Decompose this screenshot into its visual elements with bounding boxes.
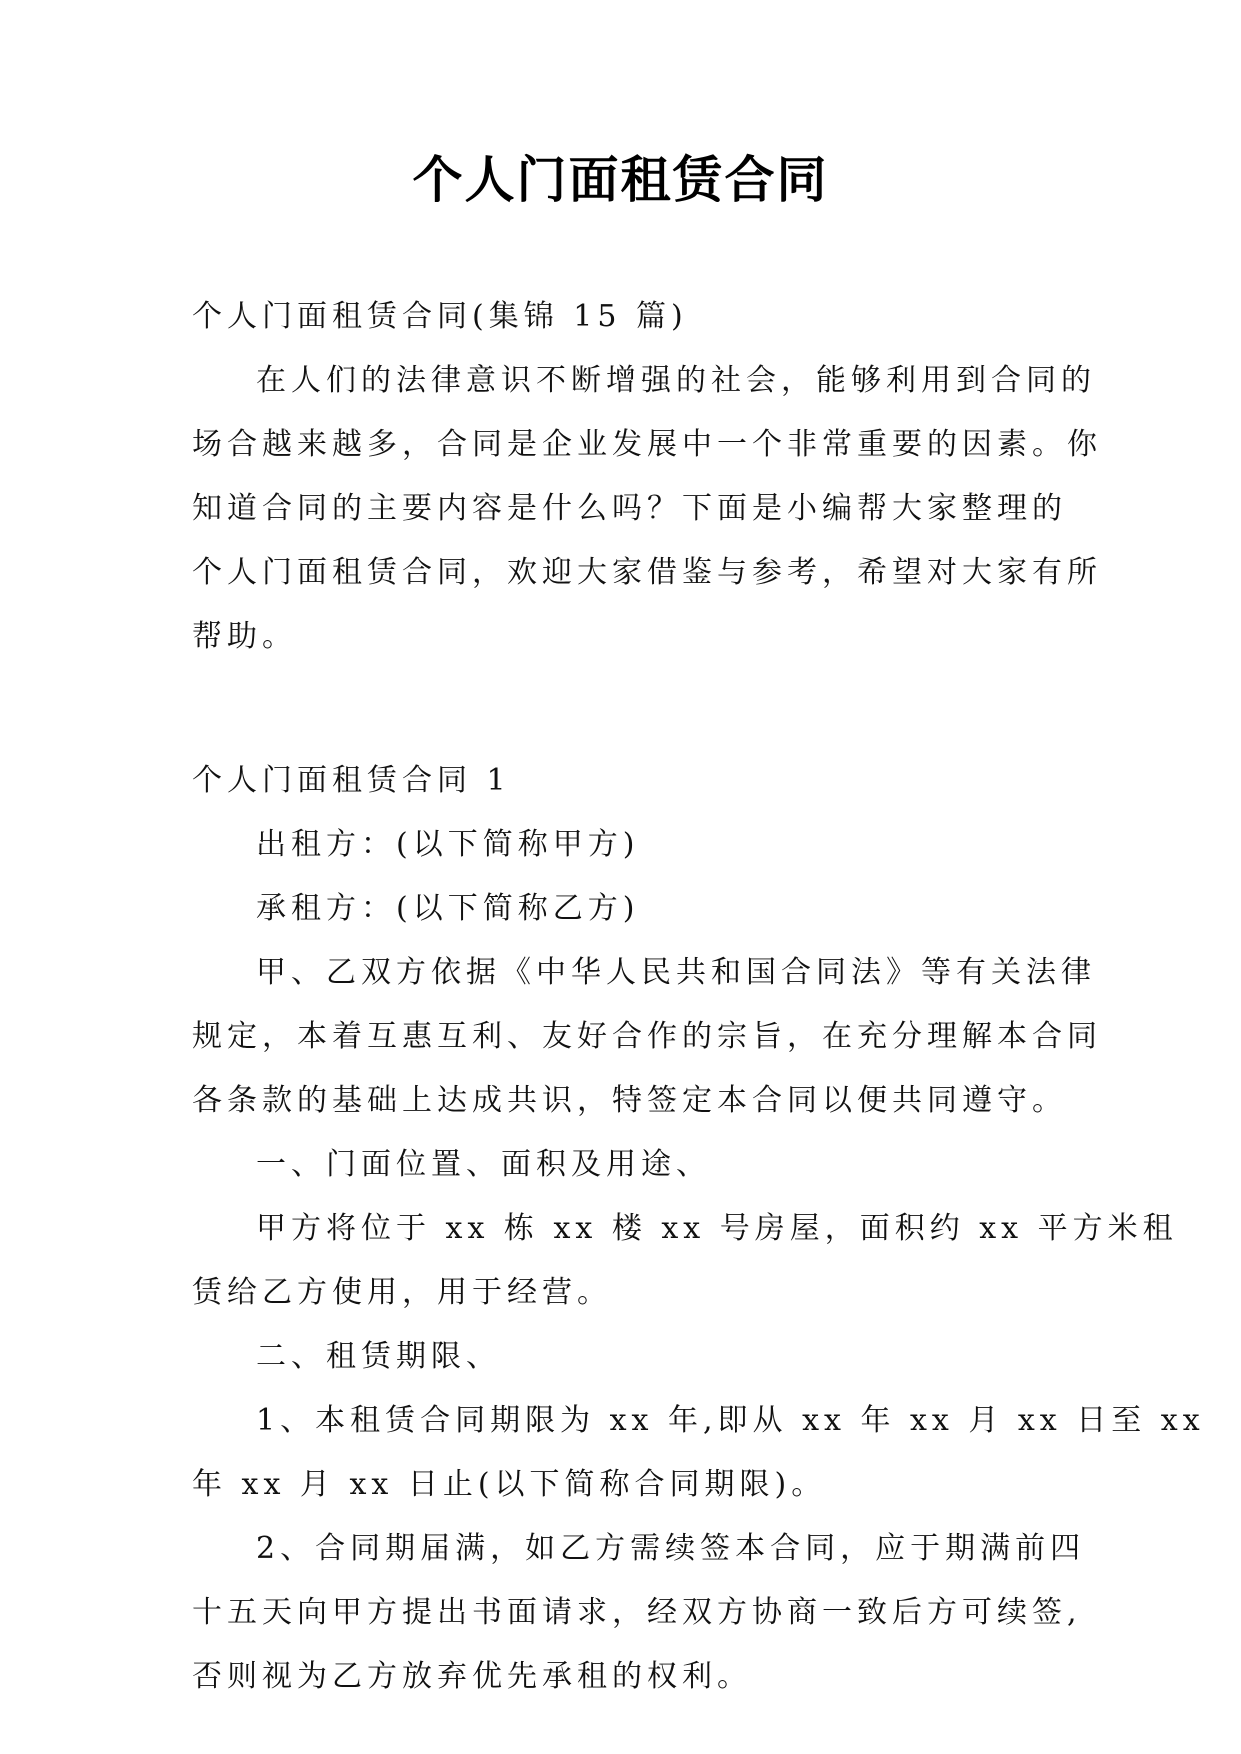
lessee-line: 承租方：(以下简称乙方) xyxy=(256,891,640,926)
clause-2-item-1 xyxy=(192,1389,1205,1517)
clause-1-heading: 一、门面位置、面积及用途、 xyxy=(256,1147,711,1182)
clause-2-item-2-line: 十五天向甲方提出书面请求，经双方协商一致后方可续签, xyxy=(192,1595,1082,1630)
collection-subtitle: 个人门面租赁合同(集锦 15 篇) xyxy=(192,299,688,334)
clause-1-line: 甲方将位于 xx 栋 xx 楼 xx 号房屋，面积约 xx 平方米租 xyxy=(256,1211,1178,1246)
clause-1-line: 赁给乙方使用，用于经营。 xyxy=(192,1275,612,1310)
lessor-line: 出租方：(以下简称甲方) xyxy=(256,827,640,862)
intro-line: 个人门面租赁合同，欢迎大家借鉴与参考，希望对大家有所 xyxy=(192,555,1102,590)
preamble-line: 各条款的基础上达成共识，特签定本合同以便共同遵守。 xyxy=(192,1083,1067,1118)
clause-2-item-2-line: 2、合同期届满，如乙方需续签本合同，应于期满前四 xyxy=(256,1531,1086,1566)
intro-paragraph xyxy=(192,349,1102,669)
preamble-line: 规定，本着互惠互利、友好合作的宗旨，在充分理解本合同 xyxy=(192,1019,1102,1054)
clause-2-item-1-line: 1、本租赁合同期限为 xx 年,即从 xx 年 xx 月 xx 日至 xx xyxy=(256,1403,1205,1438)
clause-2-item-2 xyxy=(192,1517,1086,1709)
intro-line: 帮助。 xyxy=(192,619,297,654)
document-title: 个人门面租赁合同 xyxy=(412,150,829,209)
section-heading: 个人门面租赁合同 1 xyxy=(192,763,511,798)
clause-2-heading: 二、租赁期限、 xyxy=(256,1339,501,1374)
clause-1-paragraph xyxy=(192,1197,1178,1325)
preamble-line: 甲、乙双方依据《中华人民共和国合同法》等有关法律 xyxy=(256,955,1096,990)
clause-2-item-1-line: 年 xx 月 xx 日止(以下简称合同期限)。 xyxy=(192,1467,827,1502)
paragraph-gap xyxy=(192,669,1058,749)
preamble-paragraph xyxy=(192,941,1102,1133)
intro-line: 知道合同的主要内容是什么吗？下面是小编帮大家整理的 xyxy=(192,491,1067,526)
intro-line: 在人们的法律意识不断增强的社会，能够利用到合同的 xyxy=(256,363,1096,398)
intro-line: 场合越来越多，合同是企业发展中一个非常重要的因素。你 xyxy=(192,427,1102,462)
clause-2-item-2-line: 否则视为乙方放弃优先承租的权利。 xyxy=(192,1659,752,1694)
document-body xyxy=(192,285,1205,1709)
